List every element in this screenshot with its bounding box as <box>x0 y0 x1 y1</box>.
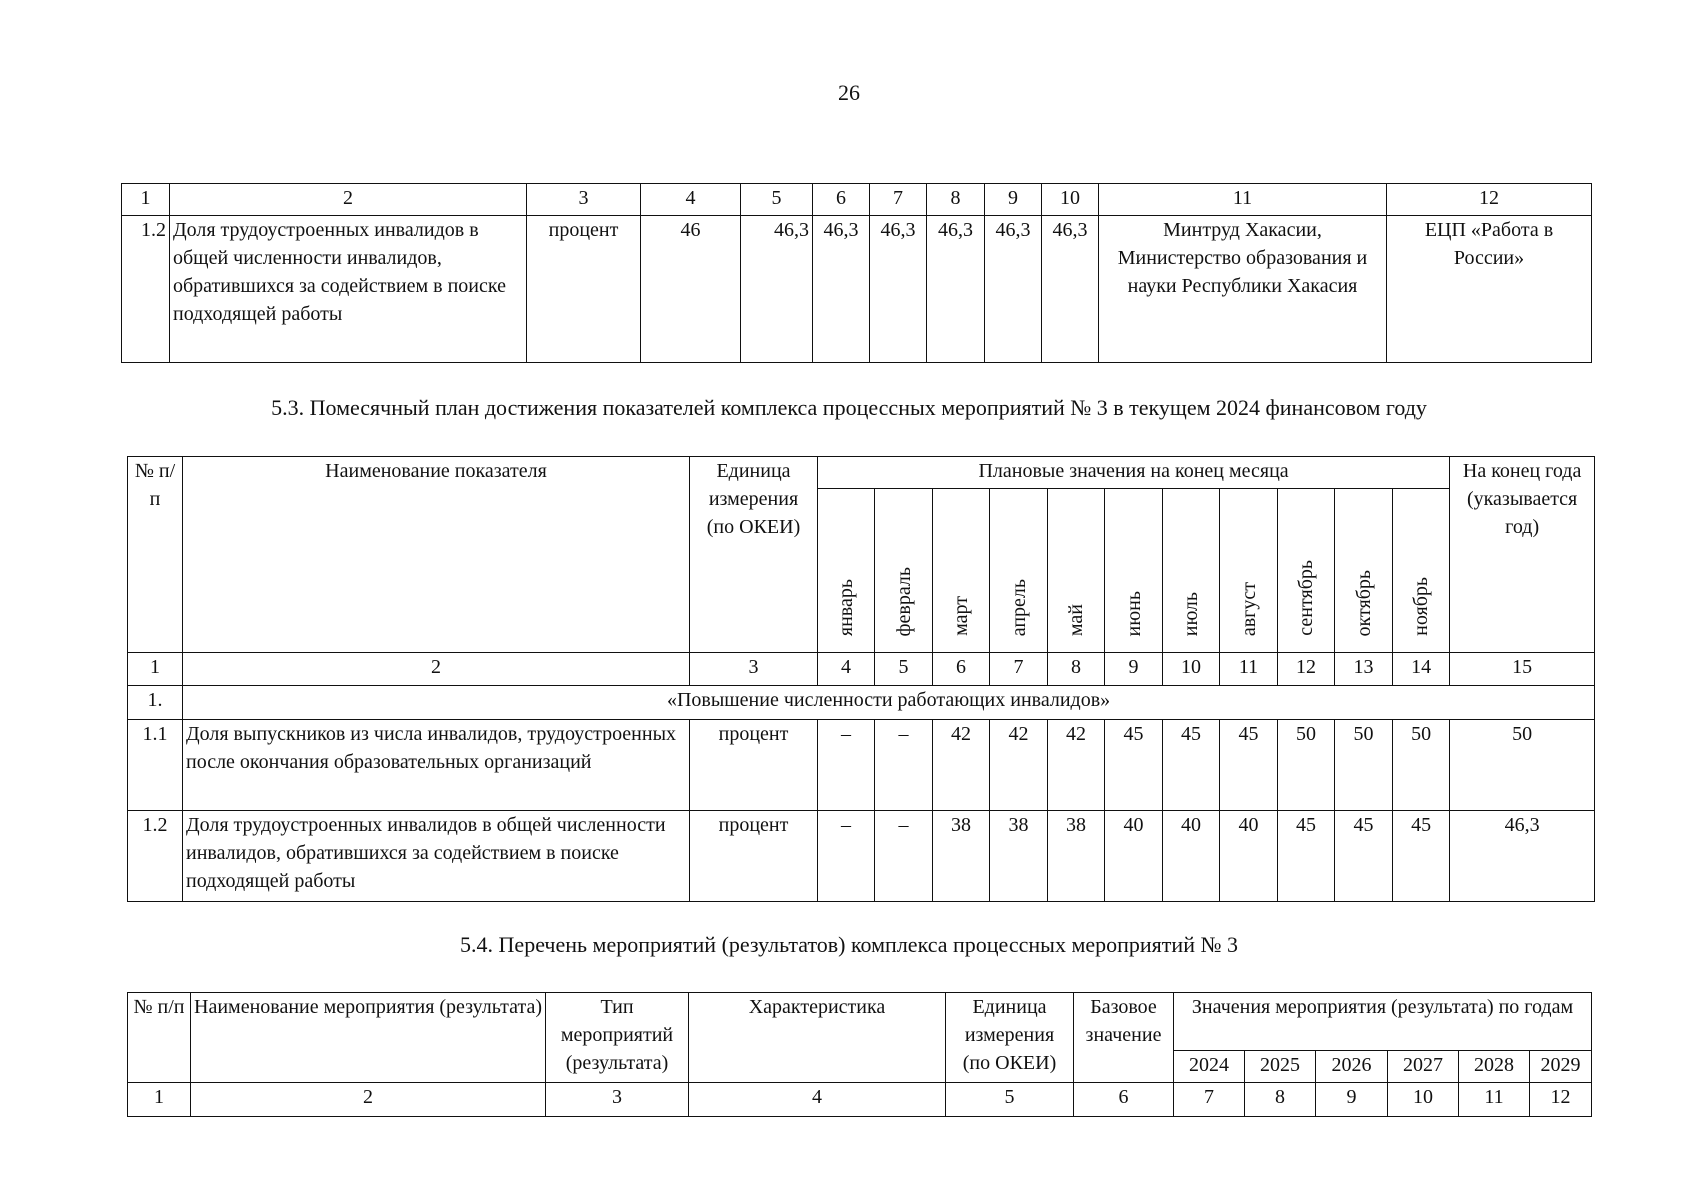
col-num: 4 <box>818 653 875 686</box>
col-num: 12 <box>1278 653 1335 686</box>
month-header <box>1335 489 1393 653</box>
month-header <box>1278 489 1335 653</box>
month-value: 42 <box>990 720 1048 811</box>
base-value: 46 <box>641 216 741 363</box>
col-num-6: 6 <box>813 184 870 216</box>
month-value: 40 <box>1105 811 1163 902</box>
header-row <box>128 993 1592 1051</box>
col-num: 10 <box>1163 653 1220 686</box>
col-num: 15 <box>1450 653 1595 686</box>
header-characteristic: Характеристика <box>689 993 946 1083</box>
col-num-10: 10 <box>1042 184 1099 216</box>
col-num: 11 <box>1459 1083 1530 1117</box>
indicator-name: Доля выпускников из числа инвалидов, трудоустроенных после окончания образовательных организаций <box>183 720 690 811</box>
month-value: 45 <box>1393 811 1450 902</box>
unit: процент <box>690 811 818 902</box>
info-system: ЕЦП «Работа в России» <box>1387 216 1592 363</box>
year-header: 2028 <box>1459 1051 1530 1083</box>
col-num: 11 <box>1220 653 1278 686</box>
col-num: 4 <box>689 1083 946 1117</box>
month-value: 45 <box>1220 720 1278 811</box>
col-num: 9 <box>1105 653 1163 686</box>
header-indicator-name: Наименование показателя <box>183 457 690 653</box>
month-label: сентябрь <box>1295 560 1317 636</box>
month-label: июнь <box>1122 590 1145 636</box>
table-row <box>122 216 1592 363</box>
month-value: 38 <box>990 811 1048 902</box>
month-value: – <box>818 811 875 902</box>
col-num: 5 <box>946 1083 1074 1117</box>
col-num-8: 8 <box>927 184 985 216</box>
indicator-name: Доля трудоустроенных инвалидов в общей численности инвалидов, обратившихся за содействием в поиске подходящей работы <box>183 811 690 902</box>
col-num: 3 <box>546 1083 689 1117</box>
group-num: 1. <box>128 686 183 720</box>
month-label: апрель <box>1007 578 1030 636</box>
col-num-1: 1 <box>122 184 170 216</box>
month-value: 40 <box>1220 811 1278 902</box>
col-num-7: 7 <box>870 184 927 216</box>
col-num: 2 <box>191 1083 546 1117</box>
year-header: 2024 <box>1174 1051 1245 1083</box>
col-num: 12 <box>1530 1083 1592 1117</box>
unit: процент <box>527 216 641 363</box>
year-end-value: 50 <box>1450 720 1595 811</box>
responsible: Минтруд Хакасии, Министерство образования и науки Республики Хакасия <box>1099 216 1387 363</box>
month-header <box>1220 489 1278 653</box>
month-value: 45 <box>1105 720 1163 811</box>
col-num: 14 <box>1393 653 1450 686</box>
year-header: 2027 <box>1388 1051 1459 1083</box>
header-values-by-year: Значения мероприятия (результата) по годам <box>1174 993 1592 1051</box>
header-num: № п/п <box>128 993 191 1083</box>
col-num: 6 <box>933 653 990 686</box>
month-value: 38 <box>933 811 990 902</box>
month-label: ноябрь <box>1410 577 1433 636</box>
header-num: № п/п <box>128 457 183 653</box>
measures-table <box>127 992 1592 1117</box>
month-header <box>818 489 875 653</box>
month-value: 45 <box>1278 811 1335 902</box>
month-value: 50 <box>1278 720 1335 811</box>
col-num: 8 <box>1245 1083 1316 1117</box>
month-value: 38 <box>1048 811 1105 902</box>
col-num-3: 3 <box>527 184 641 216</box>
section-5-3-title: 5.3. Помесячный план достижения показателей комплекса процессных мероприятий № 3 в текущем 2024 финансовом году <box>271 395 1427 420</box>
month-value: – <box>875 811 933 902</box>
month-value: 45 <box>1163 720 1220 811</box>
value-cell: 46,3 <box>985 216 1042 363</box>
column-numbers-row <box>128 653 1595 686</box>
year-end-value: 46,3 <box>1450 811 1595 902</box>
col-num: 6 <box>1074 1083 1174 1117</box>
value-cell: 46,3 <box>741 216 813 363</box>
group-row <box>128 686 1595 720</box>
month-value: – <box>875 720 933 811</box>
col-num-4: 4 <box>641 184 741 216</box>
col-num: 3 <box>690 653 818 686</box>
col-num-9: 9 <box>985 184 1042 216</box>
column-numbers-row <box>128 1083 1592 1117</box>
month-header <box>933 489 990 653</box>
month-label: октябрь <box>1352 569 1375 636</box>
col-num: 2 <box>183 653 690 686</box>
col-num: 1 <box>128 653 183 686</box>
month-value: – <box>818 720 875 811</box>
row-num: 1.2 <box>122 216 170 363</box>
col-num: 13 <box>1335 653 1393 686</box>
year-header: 2026 <box>1316 1051 1388 1083</box>
value-cell: 46,3 <box>1042 216 1099 363</box>
month-value: 50 <box>1335 720 1393 811</box>
month-header <box>875 489 933 653</box>
year-header: 2025 <box>1245 1051 1316 1083</box>
month-header <box>1163 489 1220 653</box>
header-planned-values: Плановые значения на конец месяца <box>818 457 1450 489</box>
col-num: 7 <box>1174 1083 1245 1117</box>
header-row <box>128 457 1595 489</box>
col-num-11: 11 <box>1099 184 1387 216</box>
month-label: январь <box>835 578 857 636</box>
month-header <box>1048 489 1105 653</box>
month-header <box>1393 489 1450 653</box>
col-num: 5 <box>875 653 933 686</box>
continuation-table <box>121 183 1592 363</box>
col-num: 7 <box>990 653 1048 686</box>
page-number: 26 <box>838 80 860 105</box>
monthly-plan-table <box>127 456 1595 902</box>
header-year-end: На конец года (указывается год) <box>1450 457 1595 653</box>
value-cell: 46,3 <box>813 216 870 363</box>
month-label: февраль <box>892 566 915 636</box>
section-5-4-title: 5.4. Перечень мероприятий (результатов) комплекса процессных мероприятий № 3 <box>460 932 1238 957</box>
value-cell: 46,3 <box>927 216 985 363</box>
month-header <box>990 489 1048 653</box>
indicator-name: Доля трудоустроенных инвалидов в общей численности инвалидов, обратившихся за содействием в поиске подходящей работы <box>170 216 527 363</box>
header-unit: Единица измерения (по ОКЕИ) <box>690 457 818 653</box>
month-label: март <box>950 596 972 636</box>
col-num-5: 5 <box>741 184 813 216</box>
table-row <box>128 811 1595 902</box>
group-title: «Повышение численности работающих инвалидов» <box>183 686 1595 720</box>
row-num: 1.2 <box>128 811 183 902</box>
header-base-value: Базовое значение <box>1074 993 1174 1083</box>
col-num-12: 12 <box>1387 184 1592 216</box>
header-unit: Единица измерения (по ОКЕИ) <box>946 993 1074 1083</box>
month-value: 42 <box>933 720 990 811</box>
month-value: 45 <box>1335 811 1393 902</box>
header-measure-type: Тип мероприятий (результата) <box>546 993 689 1083</box>
month-label: август <box>1237 581 1260 636</box>
month-label: май <box>1065 603 1087 636</box>
col-num: 1 <box>128 1083 191 1117</box>
month-header <box>1105 489 1163 653</box>
row-num: 1.1 <box>128 720 183 811</box>
continuation-header-row <box>122 184 1592 216</box>
month-value: 50 <box>1393 720 1450 811</box>
table-row <box>128 720 1595 811</box>
year-header: 2029 <box>1530 1051 1592 1083</box>
col-num-2: 2 <box>170 184 527 216</box>
month-value: 40 <box>1163 811 1220 902</box>
month-label: июль <box>1180 591 1202 636</box>
col-num: 10 <box>1388 1083 1459 1117</box>
month-value: 42 <box>1048 720 1105 811</box>
value-cell: 46,3 <box>870 216 927 363</box>
header-measure-name: Наименование мероприятия (результата) <box>191 993 546 1083</box>
col-num: 9 <box>1316 1083 1388 1117</box>
unit: процент <box>690 720 818 811</box>
col-num: 8 <box>1048 653 1105 686</box>
